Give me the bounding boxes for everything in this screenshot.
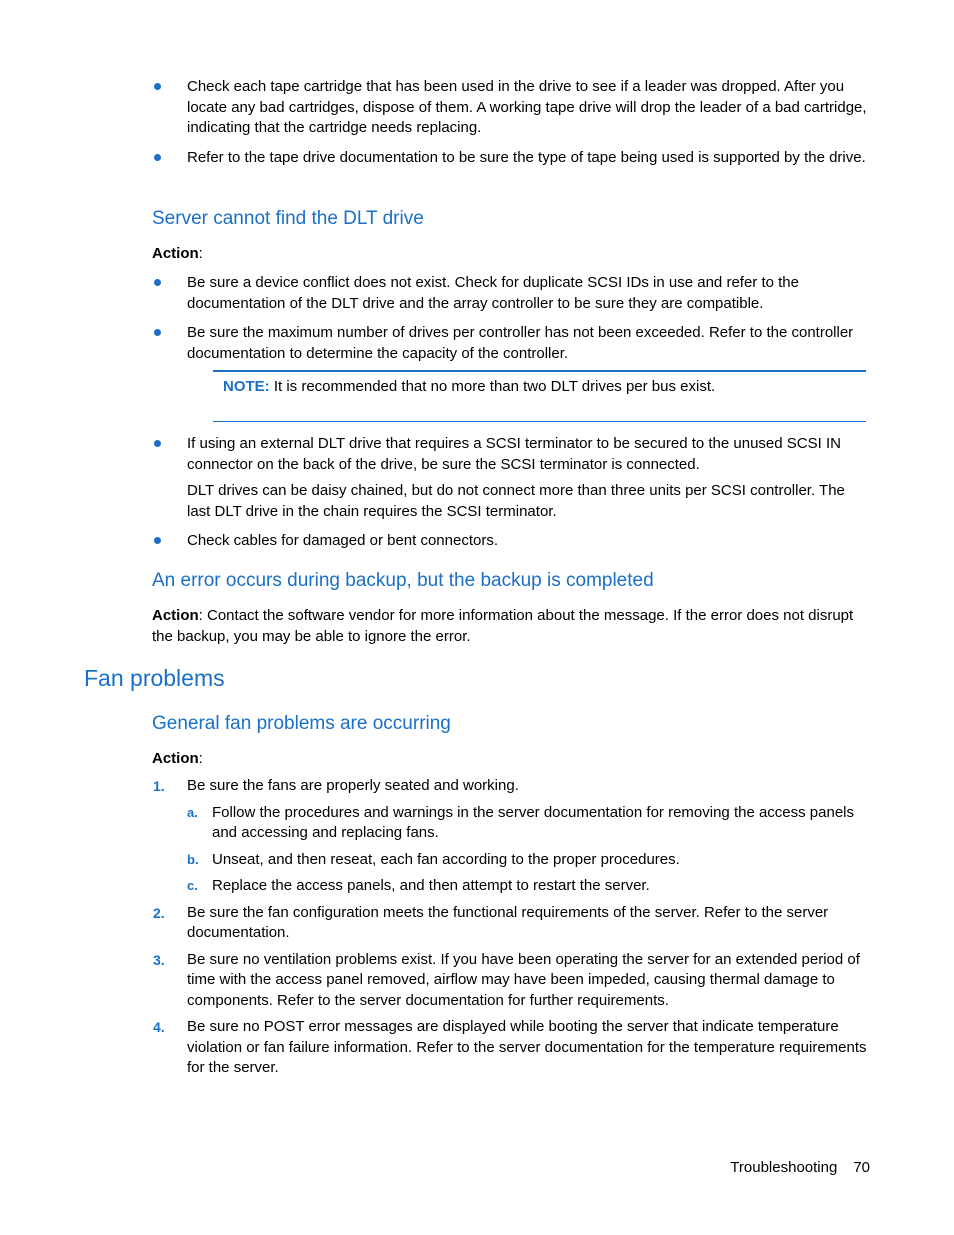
action-colon: : <box>198 750 203 767</box>
bullet-list <box>152 434 872 484</box>
bullet-list <box>152 77 872 177</box>
list-item <box>152 273 872 314</box>
action-text: : Contact the software vendor for more information about the message. If the error does not disrupt the backup, you may be able to ignore the error. <box>152 607 854 645</box>
step-number: 2. <box>153 904 165 921</box>
list-item <box>152 1017 872 1079</box>
action-paragraph <box>152 606 872 647</box>
list-item <box>152 531 872 552</box>
page-footer <box>730 1158 870 1179</box>
step-text: Be sure the fans are properly seated and working. <box>187 777 519 794</box>
note-text: It is recommended that no more than two DLT drives per bus exist. <box>273 378 716 395</box>
list-item <box>152 148 872 169</box>
action-line <box>152 749 872 770</box>
list-item <box>152 77 872 139</box>
bullet-icon <box>154 329 161 336</box>
substep-letter: a. <box>187 804 198 820</box>
bullet-text: If using an external DLT drive that requires a SCSI terminator to be secured to the unused SCSI IN connector on the back of the drive, be sure the SCSI terminator is connected. <box>187 435 841 473</box>
action-label: Action <box>152 245 199 262</box>
chapter-heading: Fan problems <box>84 665 225 691</box>
bullet-text: Check each tape cartridge that has been used in the drive to see if a leader was dropped. After you locate any bad cartridges, dispose of them. A working tape drive will drop the leader of a bad cartridge, indicating that the cartridge needs replacing. <box>187 78 867 136</box>
substep-text: Unseat, and then reseat, each fan according to the proper procedures. <box>212 850 680 868</box>
bullet-icon <box>154 83 161 90</box>
action-label: Action <box>152 750 199 767</box>
action-line <box>152 244 872 265</box>
bullet-text: Be sure a device conflict does not exist. Check for duplicate SCSI IDs in use and refer to the documentation of the DLT drive and the array controller to be sure they are compatible. <box>187 274 799 312</box>
list-item <box>152 903 872 944</box>
section-heading: An error occurs during backup, but the backup is completed <box>152 570 654 591</box>
bullet-icon <box>154 440 161 447</box>
substep-letter: b. <box>187 851 199 867</box>
step-text: Be sure no POST error messages are displayed while booting the server that indicate temperature violation or fan failure information. Refer to the server documentation for the temperature requirements for the server. <box>187 1018 867 1076</box>
note-label: NOTE: <box>223 378 270 395</box>
bullet-icon <box>154 154 161 161</box>
section-heading: Server cannot find the DLT drive <box>152 208 424 229</box>
footer-section: Troubleshooting <box>730 1159 838 1176</box>
sub-list-item <box>152 803 872 844</box>
bullet-text: Be sure the maximum number of drives per controller has not been exceeded. Refer to the controller documentation to determine the capacity of the controller. <box>187 324 854 362</box>
list-item <box>152 434 872 475</box>
page-number: 70 <box>853 1159 870 1176</box>
substep-text: Replace the access panels, and then attempt to restart the server. <box>212 877 650 894</box>
step-text: Be sure the fan configuration meets the functional requirements of the server. Refer to the server documentation. <box>187 903 829 941</box>
step-text: Be sure no ventilation problems exist. If you have been operating the server for an extended period of time with the access panel removed, airflow may have been impeded, causing thermal damage to components. Refer to the server documentation for further requirements. <box>187 950 860 1009</box>
step-number: 4. <box>153 1019 165 1035</box>
continuation-paragraph: DLT drives can be daisy chained, but do not connect more than three units per SCSI controller. The last DLT drive in the chain requires the SCSI terminator. <box>187 482 845 520</box>
substep-text: Follow the procedures and warnings in the server documentation for removing the access panels and accessing and replacing fans. <box>212 803 855 841</box>
action-colon: : <box>198 245 203 262</box>
note-box <box>213 370 866 422</box>
numbered-list <box>152 776 872 1085</box>
bullet-icon <box>154 279 161 286</box>
note <box>223 377 715 397</box>
list-item <box>152 950 872 1012</box>
step-number: 1. <box>153 778 165 794</box>
substep-letter: c. <box>187 878 198 893</box>
step-number: 3. <box>153 951 165 968</box>
bullet-list <box>152 273 872 373</box>
action-label: Action <box>152 607 199 624</box>
list-item <box>152 323 872 364</box>
bullet-text: Check cables for damaged or bent connectors. <box>187 532 499 549</box>
section-heading: General fan problems are occurring <box>152 713 451 734</box>
sub-list-item <box>152 876 872 897</box>
sub-list-item <box>152 850 872 871</box>
bullet-text: Refer to the tape drive documentation to be sure the type of tape being used is supported by the drive. <box>187 148 866 166</box>
list-item <box>152 776 872 797</box>
bullet-icon <box>154 537 161 544</box>
bullet-list <box>152 531 872 561</box>
